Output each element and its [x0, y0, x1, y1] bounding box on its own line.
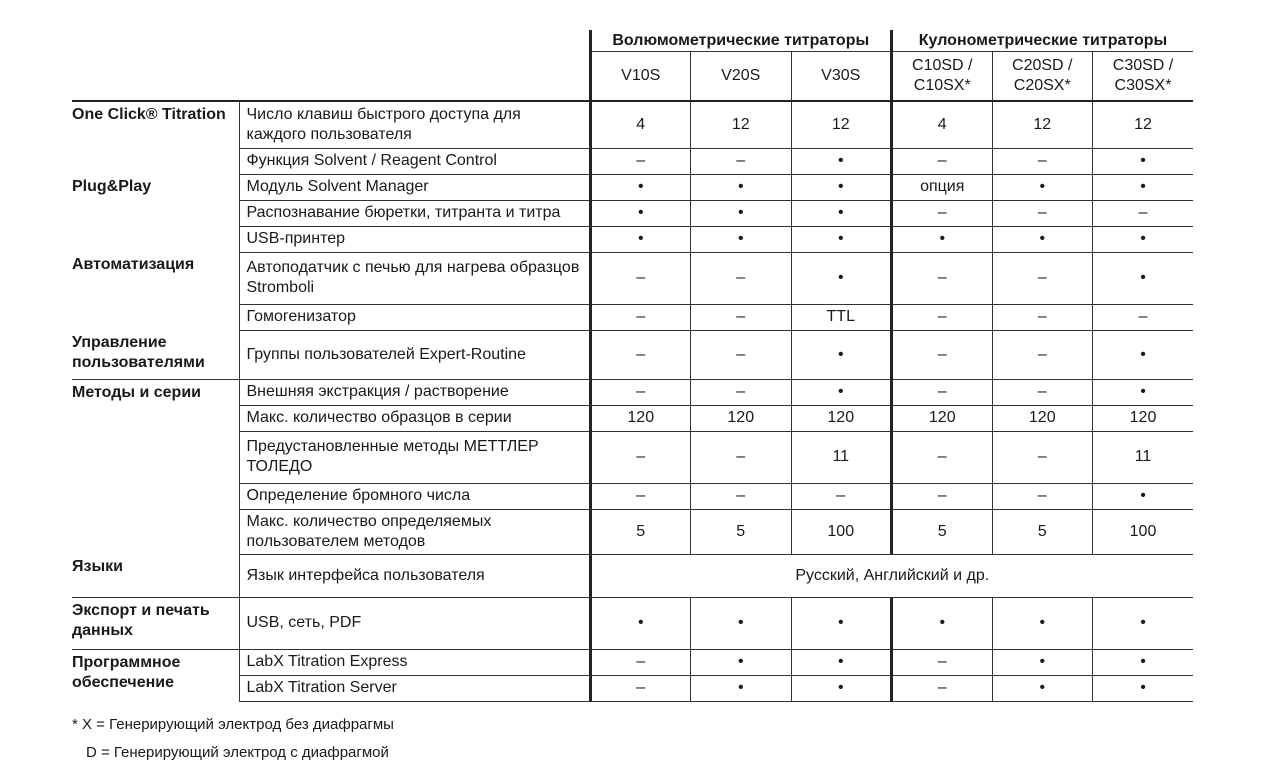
value-cell: 4	[590, 101, 691, 148]
value-cell: –	[791, 483, 892, 509]
value-cell: 120	[590, 405, 691, 431]
value-cell: •	[1093, 597, 1194, 649]
value-cell: –	[892, 431, 993, 483]
value-cell: •	[992, 649, 1093, 675]
value-cell: •	[1093, 148, 1194, 174]
value-cell: –	[1093, 304, 1194, 330]
value-cell: •	[691, 597, 792, 649]
feature-label: Автоподатчик с печью для нагрева образцов Stromboli	[239, 252, 590, 304]
value-cell: •	[791, 252, 892, 304]
value-cell: 120	[992, 405, 1093, 431]
value-cell: •	[992, 226, 1093, 252]
footnote: * X = Генерирующий электрод без диафрагмы	[72, 716, 394, 733]
value-cell: •	[992, 174, 1093, 200]
value-cell: 120	[892, 405, 993, 431]
spec-body	[72, 101, 1193, 701]
feature-label: Определение бромного числа	[239, 483, 590, 509]
model-header: C10SD / C10SX*	[892, 52, 993, 102]
value-cell: –	[691, 330, 792, 379]
value-cell: –	[892, 379, 993, 405]
model-header: V30S	[791, 52, 892, 102]
value-cell: •	[1093, 675, 1194, 701]
value-cell: 120	[791, 405, 892, 431]
value-cell: –	[590, 304, 691, 330]
value-cell: –	[992, 431, 1093, 483]
feature-label: USB, сеть, PDF	[239, 597, 590, 649]
feature-label: Гомогенизатор	[239, 304, 590, 330]
value-cell: •	[892, 597, 993, 649]
feature-label: Макс. количество определяемых пользователем методов	[239, 509, 590, 554]
value-cell: •	[691, 200, 792, 226]
value-cell: –	[892, 252, 993, 304]
value-cell: –	[892, 649, 993, 675]
value-cell: •	[691, 649, 792, 675]
category-label: Методы и серии	[72, 379, 239, 554]
value-cell: –	[590, 649, 691, 675]
feature-label: Группы пользователей Expert-Routine	[239, 330, 590, 379]
value-cell: •	[590, 597, 691, 649]
value-cell: •	[791, 675, 892, 701]
value-cell: 11	[1093, 431, 1194, 483]
value-cell: 100	[1093, 509, 1194, 554]
value-cell: –	[691, 148, 792, 174]
value-cell: –	[992, 304, 1093, 330]
value-cell: –	[992, 330, 1093, 379]
value-cell: •	[1093, 379, 1194, 405]
feature-label: Распознавание бюретки, титранта и титра	[239, 200, 590, 226]
value-cell: •	[1093, 226, 1194, 252]
value-cell: опция	[892, 174, 993, 200]
value-cell: –	[992, 200, 1093, 226]
feature-label: LabX Titration Express	[239, 649, 590, 675]
model-header: V10S	[590, 52, 691, 102]
model-header: C20SD / C20SX*	[992, 52, 1093, 102]
value-cell: –	[590, 379, 691, 405]
value-cell: •	[992, 675, 1093, 701]
value-cell: •	[892, 226, 993, 252]
value-cell: –	[892, 304, 993, 330]
value-cell: •	[691, 174, 792, 200]
value-cell: –	[892, 148, 993, 174]
category-label: Автоматизация	[72, 252, 239, 330]
category-label: Программное обеспечение	[72, 649, 239, 701]
value-cell: 100	[791, 509, 892, 554]
value-cell: TTL	[791, 304, 892, 330]
value-cell: –	[892, 675, 993, 701]
value-cell: –	[892, 483, 993, 509]
value-cell: –	[590, 252, 691, 304]
value-cell: •	[791, 330, 892, 379]
value-cell: –	[992, 148, 1093, 174]
value-cell: 12	[1093, 101, 1194, 148]
value-cell: –	[691, 379, 792, 405]
category-label: Plug&Play	[72, 174, 239, 252]
value-cell: •	[791, 200, 892, 226]
feature-label: Функция Solvent / Reagent Control	[239, 148, 590, 174]
value-cell: –	[590, 483, 691, 509]
value-cell: –	[992, 483, 1093, 509]
value-cell: •	[1093, 330, 1194, 379]
value-cell: •	[590, 226, 691, 252]
value-cell: •	[1093, 649, 1194, 675]
value-cell: 12	[992, 101, 1093, 148]
group-header-coulometric: Кулонометрические титраторы	[892, 30, 1194, 52]
value-cell: –	[590, 330, 691, 379]
value-cell: •	[1093, 252, 1194, 304]
value-cell: –	[1093, 200, 1194, 226]
feature-label: Язык интерфейса пользователя	[239, 554, 590, 597]
value-cell: 11	[791, 431, 892, 483]
feature-label: Модуль Solvent Manager	[239, 174, 590, 200]
feature-label: Число клавиш быстрого доступа для каждого пользователя	[239, 101, 590, 148]
value-cell: •	[992, 597, 1093, 649]
value-cell: 120	[1093, 405, 1194, 431]
value-cell: •	[791, 226, 892, 252]
category-label: One Click® Titration	[72, 101, 239, 174]
value-cell: •	[791, 597, 892, 649]
value-cell: 12	[691, 101, 792, 148]
value-cell: –	[892, 200, 993, 226]
feature-label: Внешняя экстракция / растворение	[239, 379, 590, 405]
value-cell: –	[691, 483, 792, 509]
value-cell: •	[691, 226, 792, 252]
value-cell: •	[590, 200, 691, 226]
category-label: Экспорт и печать данных	[72, 597, 239, 649]
value-cell: 5	[590, 509, 691, 554]
value-cell: •	[791, 148, 892, 174]
group-header-volumetric: Волюмометрические титраторы	[590, 30, 892, 52]
feature-label: LabX Titration Server	[239, 675, 590, 701]
value-cell: 5	[691, 509, 792, 554]
value-cell: •	[791, 379, 892, 405]
value-cell: •	[791, 649, 892, 675]
value-cell: •	[791, 174, 892, 200]
value-cell: –	[992, 379, 1093, 405]
model-header: C30SD / C30SX*	[1093, 52, 1194, 102]
value-cell: 12	[791, 101, 892, 148]
category-label: Языки	[72, 554, 239, 597]
value-cell: •	[691, 675, 792, 701]
value-cell: –	[892, 330, 993, 379]
value-cell: –	[590, 148, 691, 174]
model-header: V20S	[691, 52, 792, 102]
header-blank	[239, 30, 590, 101]
value-cell: –	[992, 252, 1093, 304]
header-blank	[72, 30, 239, 101]
value-cell: –	[691, 431, 792, 483]
value-cell: 4	[892, 101, 993, 148]
category-label: Управление пользователями	[72, 330, 239, 379]
value-cell: •	[590, 174, 691, 200]
spec-table	[72, 30, 1193, 702]
value-cell-span: Русский, Английский и др.	[590, 554, 1193, 597]
value-cell: –	[590, 675, 691, 701]
value-cell: 5	[892, 509, 993, 554]
footnote: D = Генерирующий электрод с диафрагмой	[86, 744, 389, 761]
value-cell: 5	[992, 509, 1093, 554]
value-cell: •	[1093, 174, 1194, 200]
value-cell: –	[691, 252, 792, 304]
value-cell: •	[1093, 483, 1194, 509]
value-cell: –	[590, 431, 691, 483]
feature-label: USB-принтер	[239, 226, 590, 252]
value-cell: –	[691, 304, 792, 330]
feature-label: Предустановленные методы МЕТТЛЕР ТОЛЕДО	[239, 431, 590, 483]
feature-label: Макс. количество образцов в серии	[239, 405, 590, 431]
value-cell: 120	[691, 405, 792, 431]
